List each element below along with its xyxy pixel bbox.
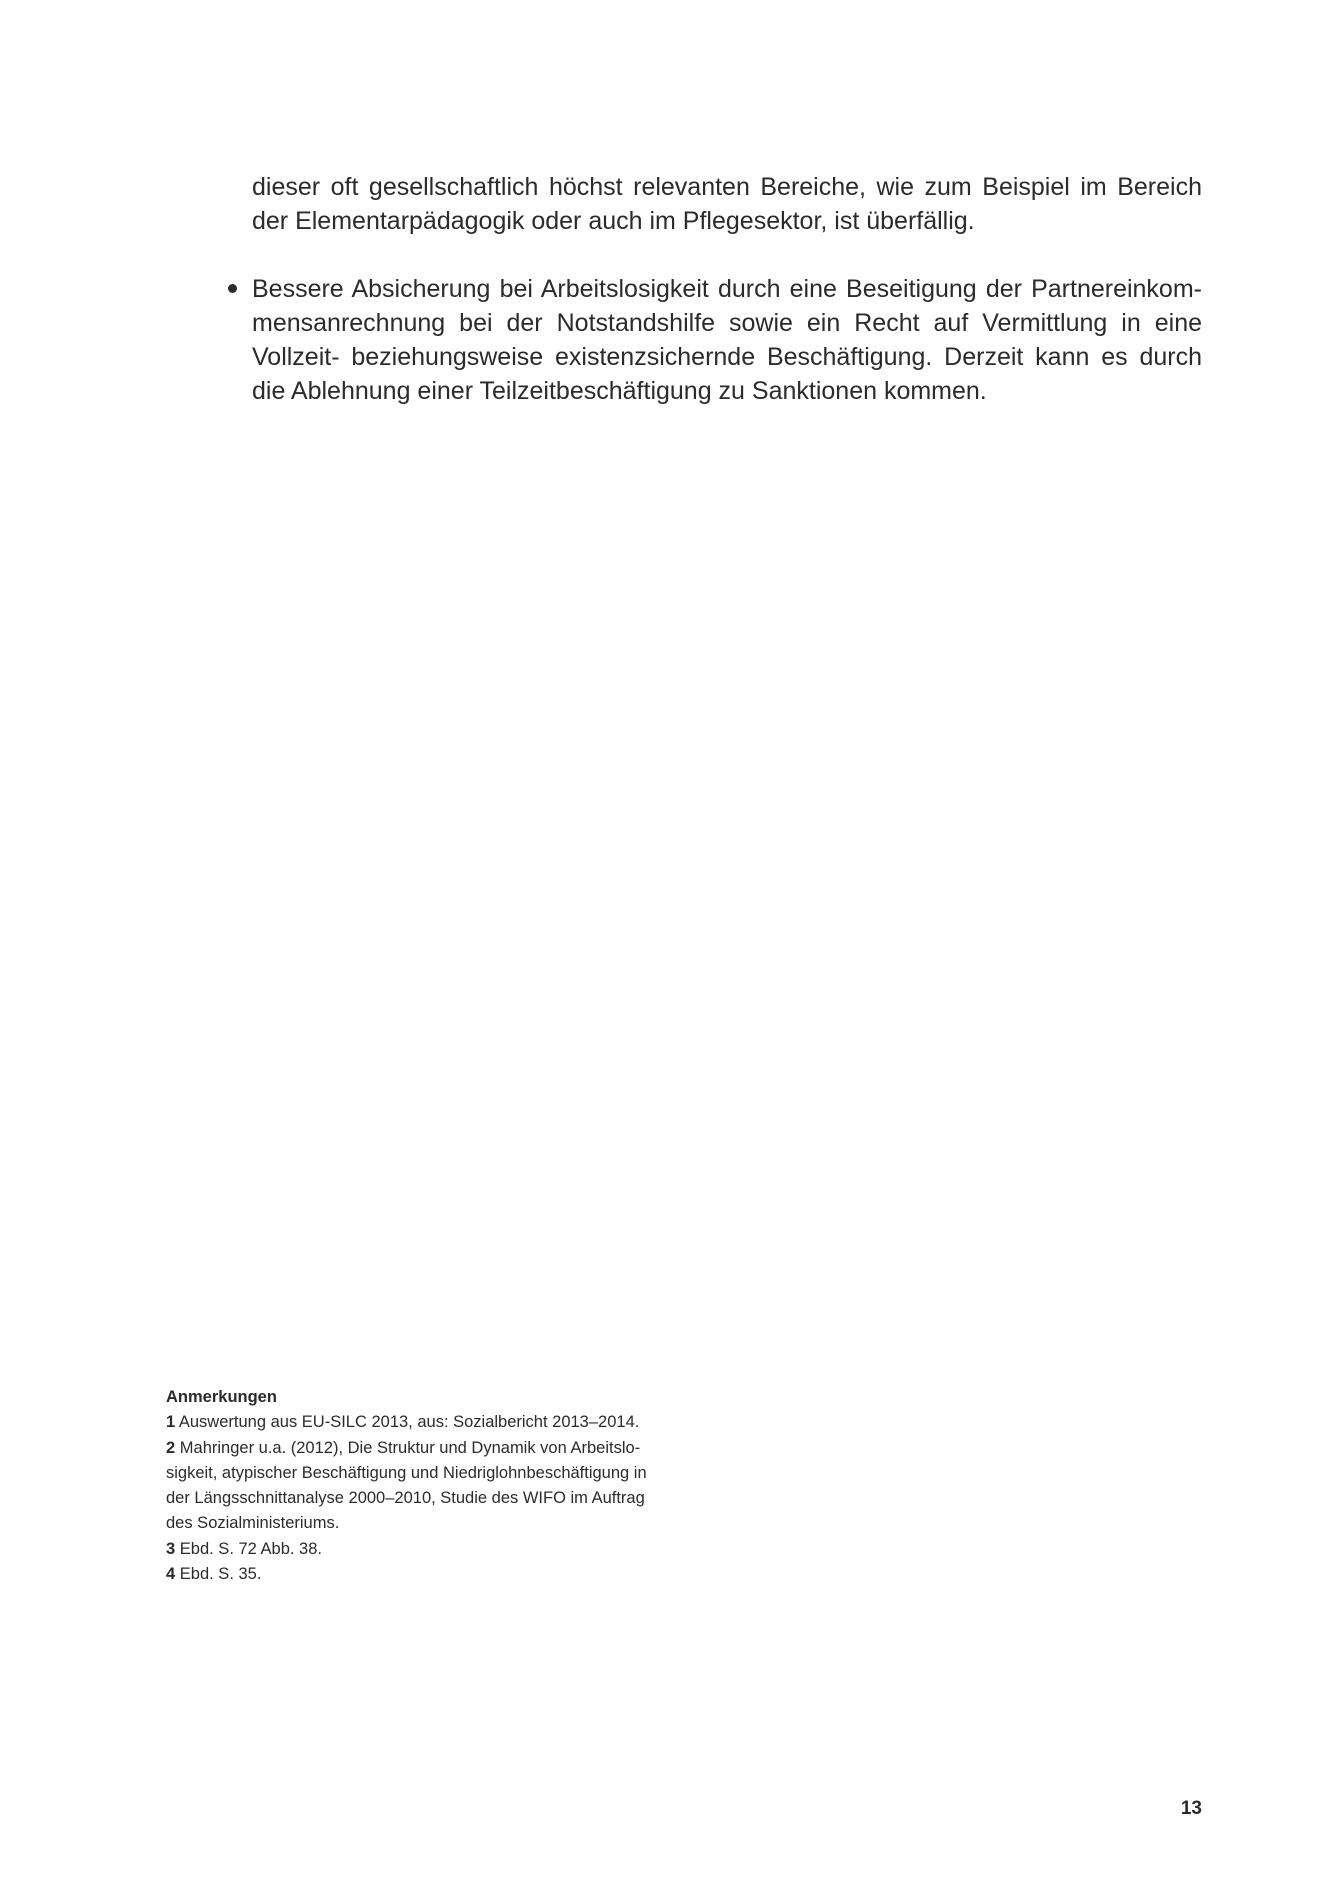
bullet-list (252, 272, 1202, 408)
footnote-text: Ebd. S. 35. (179, 1565, 262, 1584)
footnote-text: Ebd. S. 72 Abb. 38. (179, 1539, 322, 1558)
footnote-text: Mahringer u.a. (2012), Die Struktur und Dynamik von Arbeitslosigkeit, atypischer Beschäftigung und Niedriglohnbeschäftigung in der Längsschnittanalyse 2000–2010, Studie des WIFO im Auftrag des Sozialministeriums. (166, 1438, 647, 1533)
page-number: 13 (1180, 1798, 1202, 1819)
footnote-3 (166, 1537, 666, 1562)
footnote-number: 3 (166, 1539, 176, 1558)
footnotes-heading: Anmerkungen (166, 1388, 277, 1406)
footnote-1 (166, 1410, 666, 1435)
footnote-number: 4 (166, 1565, 176, 1584)
bullet-icon (228, 284, 237, 293)
footnote-number: 2 (166, 1438, 176, 1457)
footnote-4 (166, 1562, 666, 1587)
main-text (252, 170, 1202, 408)
footnote-text: Auswertung aus EU-SILC 2013, aus: Sozialbericht 2013–2014. (178, 1413, 640, 1432)
footnote-number: 1 (166, 1413, 176, 1432)
continuation-paragraph: dieser oft gesellschaftlich höchst relevanten Bereiche, wie zum Beispiel im Bereich der Elementarpädagogik oder auch im Pflegesektor, ist überfällig. (252, 173, 1202, 235)
footnote-2 (166, 1436, 666, 1537)
bullet-text: Bessere Absicherung bei Arbeitslosigkeit durch eine Beseitigung der Partnereinkommensanrechnung bei der Notstandshilfe sowie ein Recht auf Vermittlung in eine Vollzeit- beziehungsweise existenzsichernde Beschäftigung. Derzeit kann es durch die Ablehnung einer Teilzeitbeschäftigung zu Sanktionen kommen. (252, 275, 1202, 405)
footnotes (166, 1385, 666, 1587)
list-item (252, 272, 1202, 408)
